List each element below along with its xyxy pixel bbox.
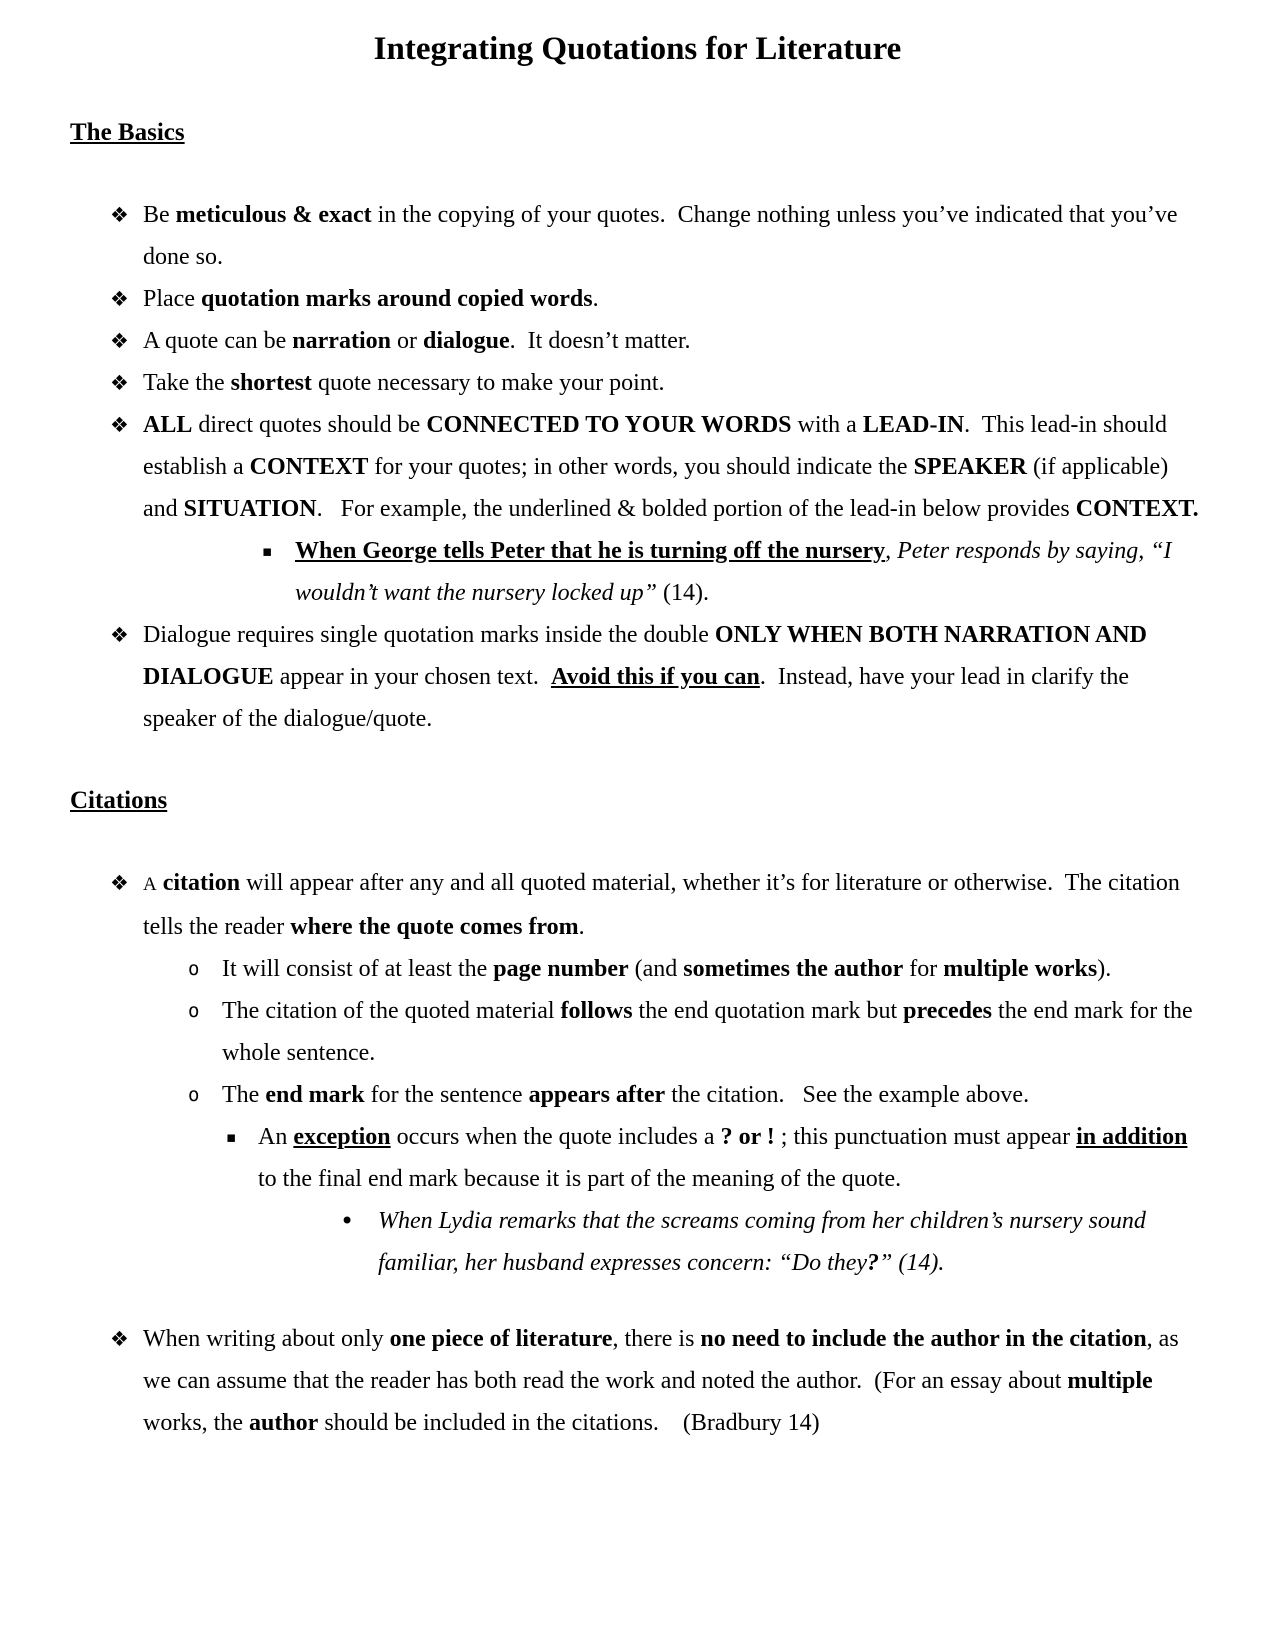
- diamond-bullet-icon: ❖: [110, 623, 129, 647]
- text-run: appear in your chosen text.: [273, 664, 551, 690]
- list-item-text: [222, 956, 1111, 982]
- text-run: ; this punctuation must appear: [774, 1124, 1077, 1150]
- text-run: multiple: [1067, 1368, 1153, 1394]
- text-run: . This lead-in should establish a: [143, 412, 1174, 480]
- text-run: for: [903, 956, 944, 982]
- section-heading-the-basics: The Basics: [70, 119, 185, 146]
- text-run: shortest: [230, 370, 312, 396]
- list-item: [0, 948, 1205, 990]
- text-run: will appear after any and all quoted material, whether it’s for literature or otherwise. The citation tells the reader: [143, 870, 1186, 940]
- text-run: in addition: [1076, 1124, 1188, 1150]
- text-run: Be: [143, 202, 176, 228]
- list-item-text: [143, 370, 665, 396]
- diamond-bullet-icon: ❖: [110, 287, 129, 311]
- text-run: the end mark for the whole sentence.: [222, 998, 1199, 1066]
- text-run: A: [143, 874, 157, 895]
- circle-bullet-icon: o: [188, 1000, 200, 1022]
- text-run: .: [592, 286, 599, 312]
- list-item: [0, 404, 1205, 530]
- text-run: . Instead, have your lead in clarify the speaker of the dialogue/quote.: [143, 664, 1136, 732]
- text-run: .: [578, 914, 585, 940]
- text-run: for the sentence: [364, 1082, 529, 1108]
- text-run: (and: [628, 956, 684, 982]
- text-run: exception: [293, 1124, 391, 1150]
- text-run: Avoid this if you can: [550, 664, 760, 690]
- text-run: no need to include the author in the citation: [700, 1326, 1147, 1352]
- text-run: direct quotes should be: [192, 412, 427, 438]
- text-run: CONNECTED TO YOUR WORDS: [426, 412, 792, 438]
- text-run: quote necessary to make your point.: [311, 370, 665, 396]
- text-run: CONTEXT: [249, 454, 369, 480]
- text-run: The: [222, 1082, 266, 1108]
- text-run: the citation. See the example above.: [665, 1082, 1030, 1108]
- list-item-text: [143, 870, 1186, 940]
- text-run: for your quotes; in other words, you should indicate the: [368, 454, 914, 480]
- circle-bullet-icon: o: [188, 1084, 200, 1106]
- text-run: SITUATION: [183, 496, 317, 522]
- text-run: . It doesn’t matter.: [509, 328, 691, 354]
- square-bullet-icon: ▪: [262, 542, 273, 560]
- text-run: or: [390, 328, 423, 354]
- text-run: works, the: [143, 1368, 1159, 1436]
- list-item: [0, 990, 1205, 1074]
- text-run: narration: [292, 328, 391, 354]
- text-run: The citation of the quoted material: [222, 998, 561, 1024]
- list-item: [0, 862, 1205, 948]
- diamond-bullet-icon: ❖: [110, 329, 129, 353]
- list-item: [0, 278, 1205, 320]
- diamond-bullet-icon: ❖: [110, 871, 129, 895]
- text-run: in the copying of your quotes. Change nothing unless you’ve indicated that you’ve done so.: [143, 202, 1184, 270]
- list-item: [0, 362, 1205, 404]
- text-run: follows: [560, 998, 633, 1024]
- text-run: Dialogue requires single quotation marks inside the double: [143, 622, 715, 648]
- text-run: end mark: [265, 1082, 365, 1108]
- list-item: [0, 1074, 1205, 1116]
- list-item-text: [295, 538, 1178, 606]
- text-run: occurs when the quote includes a: [390, 1124, 721, 1150]
- list-item: [0, 1200, 1205, 1284]
- circle-bullet-icon: o: [188, 958, 200, 980]
- document-body: [0, 112, 1205, 1444]
- list-item-text: [222, 1082, 1029, 1108]
- text-run: , Peter responds by saying, “I wouldn’t want the nursery locked up”: [295, 538, 1178, 606]
- list-item: [0, 614, 1205, 740]
- list-item-text: [378, 1208, 1152, 1276]
- list-item-text: [143, 328, 691, 354]
- text-run: ?: [867, 1250, 880, 1276]
- list-item-text: [143, 622, 1153, 732]
- text-run: citation: [162, 870, 241, 896]
- text-run: page number: [493, 956, 629, 982]
- text-run: multiple works: [943, 956, 1098, 982]
- text-run: author: [248, 1410, 319, 1436]
- text-run: Place: [143, 286, 201, 312]
- list-item: [0, 1116, 1205, 1200]
- text-run: An: [258, 1124, 294, 1150]
- text-run: , there is: [612, 1326, 701, 1352]
- text-run: ALL: [143, 412, 193, 438]
- list-item-text: [143, 1326, 1185, 1436]
- text-run: to the final end mark because it is part of the meaning of the quote.: [258, 1124, 1194, 1192]
- text-run: with a: [791, 412, 863, 438]
- text-run: Take the: [143, 370, 231, 396]
- text-run: should be included in the citations. (Bradbury 14): [318, 1410, 820, 1436]
- text-run: LEAD-IN: [862, 412, 965, 438]
- text-run: meticulous & exact: [175, 202, 372, 228]
- text-run: , as we can assume that the reader has both read the work and noted the author. (For an essay about: [143, 1326, 1185, 1394]
- text-run: where the quote comes from: [290, 914, 579, 940]
- text-run: ? or !: [720, 1124, 775, 1150]
- square-bullet-icon: ▪: [226, 1128, 237, 1146]
- diamond-bullet-icon: ❖: [110, 1327, 129, 1351]
- text-run: CONTEXT.: [1075, 496, 1199, 522]
- diamond-bullet-icon: ❖: [110, 371, 129, 395]
- text-run: ” (14).: [879, 1250, 945, 1276]
- list-item: [0, 320, 1205, 362]
- text-run: . For example, the underlined & bolded portion of the lead-in below provides: [316, 496, 1076, 522]
- text-run: appears after: [528, 1082, 666, 1108]
- list-item-text: [258, 1124, 1193, 1192]
- text-run: ONLY WHEN BOTH NARRATION AND DIALOGUE: [143, 622, 1153, 690]
- text-run: When George tells Peter that he is turning off the nursery: [295, 538, 886, 564]
- list-item-text: [222, 998, 1199, 1066]
- text-run: ).: [1097, 956, 1112, 982]
- dot-bullet-icon: •: [340, 1207, 355, 1235]
- text-run: the end quotation mark but: [632, 998, 904, 1024]
- document-title: Integrating Quotations for Literature: [373, 31, 902, 67]
- text-run: (if applicable) and: [143, 454, 1175, 522]
- diamond-bullet-icon: ❖: [110, 413, 129, 437]
- list-item-text: [143, 412, 1199, 522]
- list-item: [0, 1318, 1205, 1444]
- text-run: dialogue: [422, 328, 510, 354]
- text-run: When writing about only: [143, 1326, 390, 1352]
- list-item: [0, 194, 1205, 278]
- text-run: It will consist of at least the: [222, 956, 494, 982]
- list-item: [0, 530, 1205, 614]
- diamond-bullet-icon: ❖: [110, 203, 129, 227]
- text-run: quotation marks around copied words: [200, 286, 593, 312]
- text-run: A quote can be: [143, 328, 293, 354]
- list-item-text: [143, 202, 1183, 270]
- text-run: SPEAKER: [913, 454, 1027, 480]
- text-run: When Lydia remarks that the screams coming from her children’s nursery sound familiar, her husband expresses concern: “Do they: [378, 1208, 1152, 1276]
- text-run: sometimes the author: [683, 956, 904, 982]
- section-heading-citations: Citations: [70, 787, 168, 814]
- text-run: (14).: [656, 580, 709, 606]
- text-run: one piece of literature: [389, 1326, 613, 1352]
- list-item-text: [143, 286, 599, 312]
- text-run: precedes: [903, 998, 993, 1024]
